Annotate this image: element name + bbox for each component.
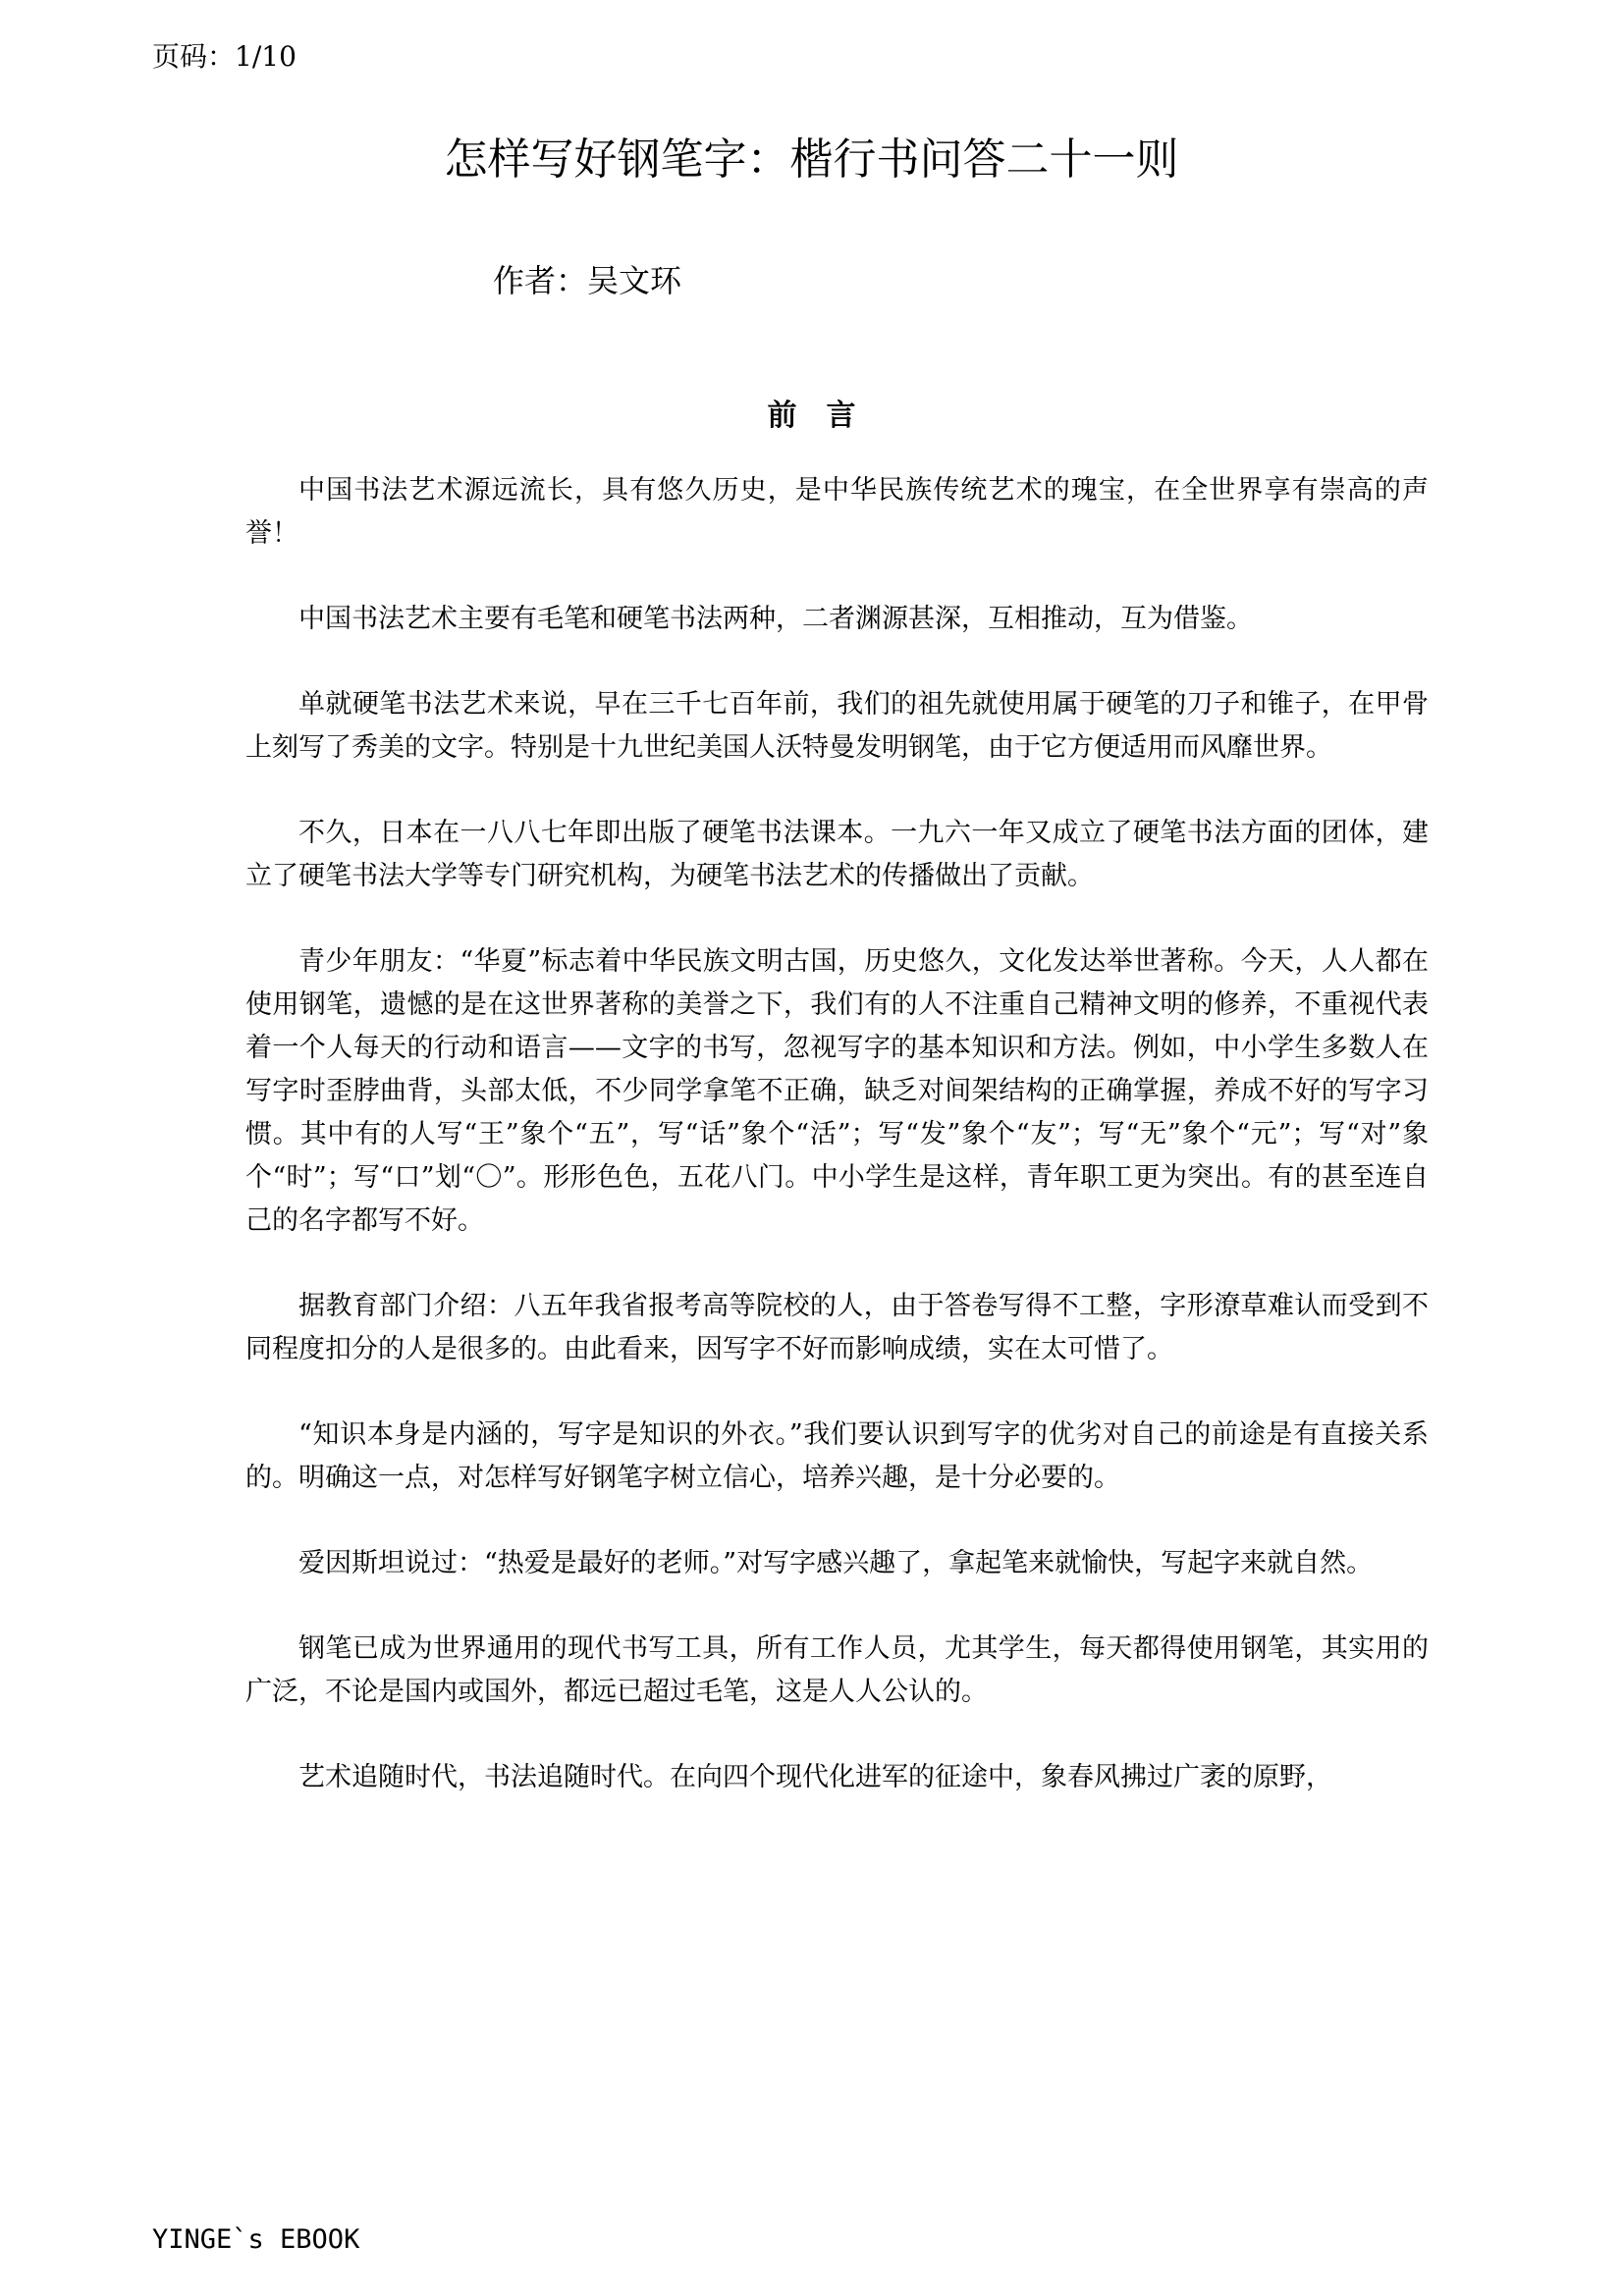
paragraph: 艺术追随时代，书法追随时代。在向四个现代化进军的征途中，象春风拂过广袤的原野，: [298, 1762, 1332, 1792]
paragraph: 青少年朋友：“华夏”标志着中华民族文明古国，历史悠久，文化发达举世著称。今天，人人都在使用钢笔，遗憾的是在这世界著称的美誉之下，我们有的人不注重自己精神文明的修养，不重视代表着一个人每天的行动和语言——文字的书写，忽视写字的基本知识和方法。例如，中小学生多数人在写字时歪脖曲背，头部太低，不少同学拿笔不正确，缺乏对间架结构的正确掌握，养成不好的写字习惯。其中有的人写“王”象个“五”，写“话”象个“活”；写“发”象个“友”；写“无”象个“元”；写“对”象个“时”；写“口”划“〇”。形形色色，五花八门。中小学生是这样，青年职工更为突出。有的甚至连自己的名字都写不好。: [245, 946, 1429, 1236]
paragraph: “知识本身是内涵的，写字是知识的外衣。”我们要认识到写字的优劣对自己的前途是有直接关系的。明确这一点，对怎样写好钢笔字树立信心，培养兴趣，是十分必要的。: [245, 1419, 1429, 1493]
author-line: 作者：吴文环: [493, 262, 682, 299]
paragraph: 据教育部门介绍：八五年我省报考高等院校的人，由于答卷写得不工整，字形潦草难认而受到不同程度扣分的人是很多的。由此看来，因写字不好而影响成绩，实在太可惜了。: [245, 1291, 1429, 1364]
paragraph: 中国书法艺术主要有毛笔和硬笔书法两种，二者渊源甚深，互相推动，互为借鉴。: [298, 604, 1253, 634]
section-heading: 前言: [767, 399, 886, 433]
body-text: [245, 469, 1429, 1842]
paragraph: 爱因斯坦说过：“热爱是最好的老师。”对写字感兴趣了，拿起笔来就愉快，写起字来就自然。: [298, 1548, 1374, 1578]
paragraph: 单就硬笔书法艺术来说，早在三千七百年前，我们的祖先就使用属于硬笔的刀子和锥子，在甲骨上刻写了秀美的文字。特别是十九世纪美国人沃特曼发明钢笔，由于它方便适用而风靡世界。: [245, 689, 1429, 763]
paragraph: 中国书法艺术源远流长，具有悠久历史，是中华民族传统艺术的瑰宝，在全世界享有崇高的声誉！: [245, 475, 1429, 549]
document-title: 怎样写好钢笔字：楷行书问答二十一则: [444, 134, 1179, 185]
footer-brand: YINGE`s EBOOK: [152, 2224, 360, 2255]
paragraph: 钢笔已成为世界通用的现代书写工具，所有工作人员，尤其学生，每天都得使用钢笔，其实用的广泛，不论是国内或国外，都远已超过毛笔，这是人人公认的。: [245, 1633, 1429, 1707]
paragraph: 不久，日本在一八八七年即出版了硬笔书法课本。一九六一年又成立了硬笔书法方面的团体，建立了硬笔书法大学等专门研究机构，为硬笔书法艺术的传播做出了贡献。: [245, 818, 1429, 891]
page-number: 页码：1/10: [152, 40, 297, 73]
